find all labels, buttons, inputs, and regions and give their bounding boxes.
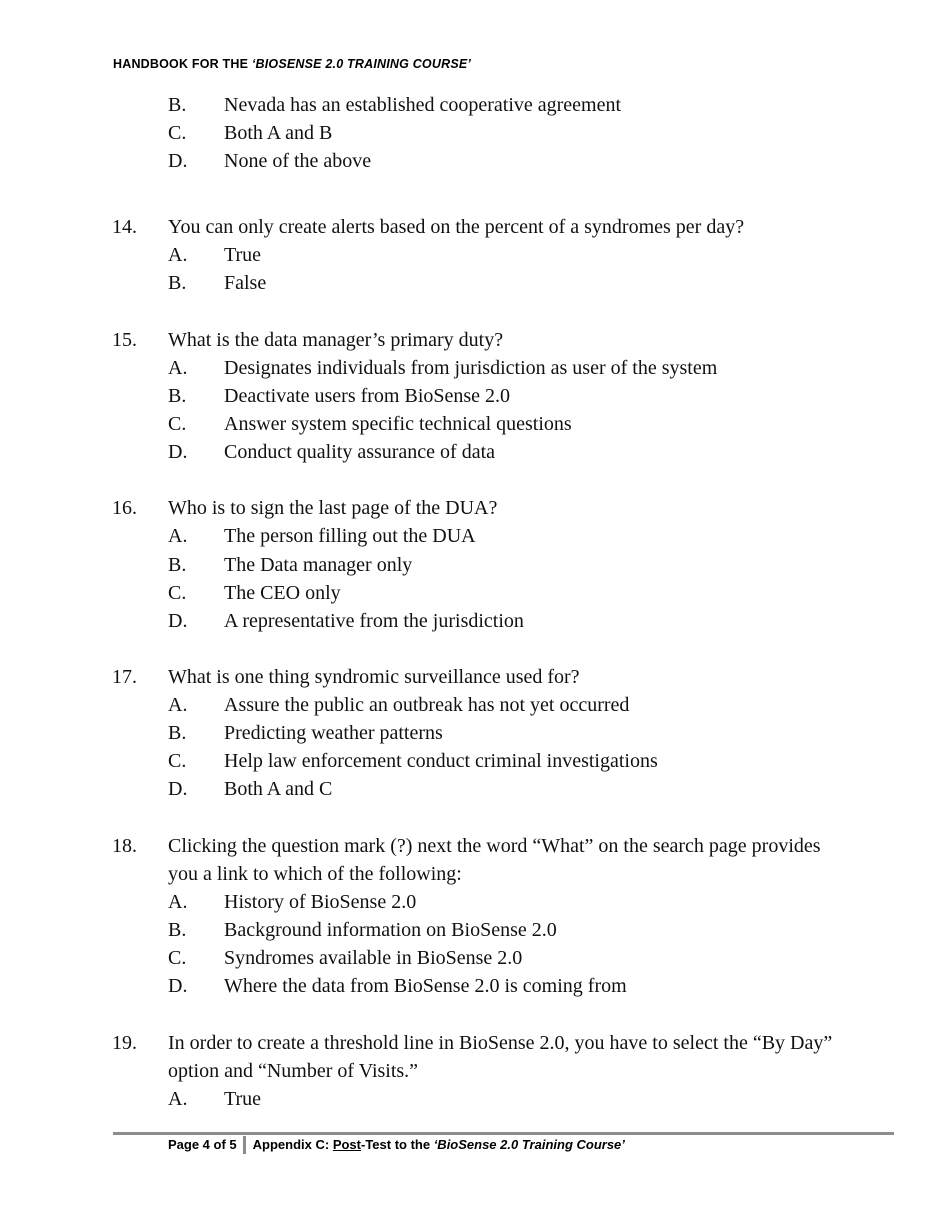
question-number: 14. <box>112 216 137 238</box>
question-text: What is the data manager’s primary duty? <box>168 329 504 351</box>
option-letter: C. <box>168 947 187 969</box>
question-text: In order to create a threshold line in BioSense 2.0, you have to select the “By Day” <box>168 1032 833 1054</box>
option-letter: A. <box>168 1088 188 1110</box>
option-letter: D. <box>168 610 188 632</box>
page-number: Page 4 of 5 <box>168 1137 237 1152</box>
option-text: History of BioSense 2.0 <box>224 891 417 913</box>
option-letter: B. <box>168 722 187 744</box>
option-text: Nevada has an established cooperative agreement <box>224 94 622 116</box>
question-text: You can only create alerts based on the percent of a syndromes per day? <box>168 216 745 238</box>
option-letter: D. <box>168 975 188 997</box>
question-number: 18. <box>112 835 137 857</box>
option-letter: C. <box>168 750 187 772</box>
option-text: A representative from the jurisdiction <box>224 610 524 632</box>
option-text: The Data manager only <box>224 554 413 576</box>
option-letter: A. <box>168 891 188 913</box>
option-letter: A. <box>168 525 188 547</box>
footer-course-title: ‘BioSense 2.0 Training Course’ <box>433 1137 625 1152</box>
question-number: 15. <box>112 329 137 351</box>
option-text: Syndromes available in BioSense 2.0 <box>224 947 523 969</box>
header-course-title: ‘BIOSENSE 2.0 TRAINING COURSE’ <box>251 57 472 71</box>
option-text: Help law enforcement conduct criminal investigations <box>224 750 658 772</box>
option-letter: B. <box>168 919 187 941</box>
question-text: option and “Number of Visits.” <box>168 1060 419 1082</box>
option-text: None of the above <box>224 150 372 172</box>
question-text: you a link to which of the following: <box>168 863 462 885</box>
question-text: What is one thing syndromic surveillance used for? <box>168 666 580 688</box>
option-text: False <box>224 272 267 294</box>
option-letter: B. <box>168 94 187 116</box>
option-text: Deactivate users from BioSense 2.0 <box>224 385 511 407</box>
option-text: Answer system specific technical questions <box>224 413 572 435</box>
footer-rule <box>113 1132 894 1135</box>
option-letter: B. <box>168 272 187 294</box>
option-text: True <box>224 244 262 266</box>
option-text: Conduct quality assurance of data <box>224 441 496 463</box>
question-number: 16. <box>112 497 137 519</box>
question-text: Clicking the question mark (?) next the word “What” on the search page provides <box>168 835 821 857</box>
option-text: Where the data from BioSense 2.0 is coming from <box>224 975 627 997</box>
option-text: Both A and B <box>224 122 333 144</box>
option-text: The CEO only <box>224 582 341 604</box>
option-letter: D. <box>168 150 188 172</box>
option-letter: D. <box>168 778 188 800</box>
footer-test-label: -Test to the <box>360 1137 434 1152</box>
question-text: Who is to sign the last page of the DUA? <box>168 497 498 519</box>
footer-separator <box>243 1136 246 1154</box>
option-letter: A. <box>168 357 188 379</box>
footer-appendix-label: Appendix C: <box>252 1137 333 1152</box>
option-text: Both A and C <box>224 778 333 800</box>
option-letter: B. <box>168 554 187 576</box>
page-footer <box>168 1136 625 1155</box>
header-prefix: HANDBOOK FOR THE <box>113 57 252 71</box>
option-letter: A. <box>168 694 188 716</box>
question-number: 17. <box>112 666 137 688</box>
running-header <box>113 57 471 71</box>
option-text: The person filling out the DUA <box>224 525 476 547</box>
option-text: Designates individuals from jurisdiction as user of the system <box>224 357 718 379</box>
option-letter: C. <box>168 122 187 144</box>
option-letter: C. <box>168 413 187 435</box>
question-number: 19. <box>112 1032 137 1054</box>
option-text: Predicting weather patterns <box>224 722 443 744</box>
option-letter: B. <box>168 385 187 407</box>
option-text: Assure the public an outbreak has not yet occurred <box>224 694 630 716</box>
option-letter: A. <box>168 244 188 266</box>
option-text: True <box>224 1088 262 1110</box>
option-text: Background information on BioSense 2.0 <box>224 919 557 941</box>
option-letter: D. <box>168 441 188 463</box>
option-letter: C. <box>168 582 187 604</box>
footer-post-word: Post <box>332 1137 361 1152</box>
